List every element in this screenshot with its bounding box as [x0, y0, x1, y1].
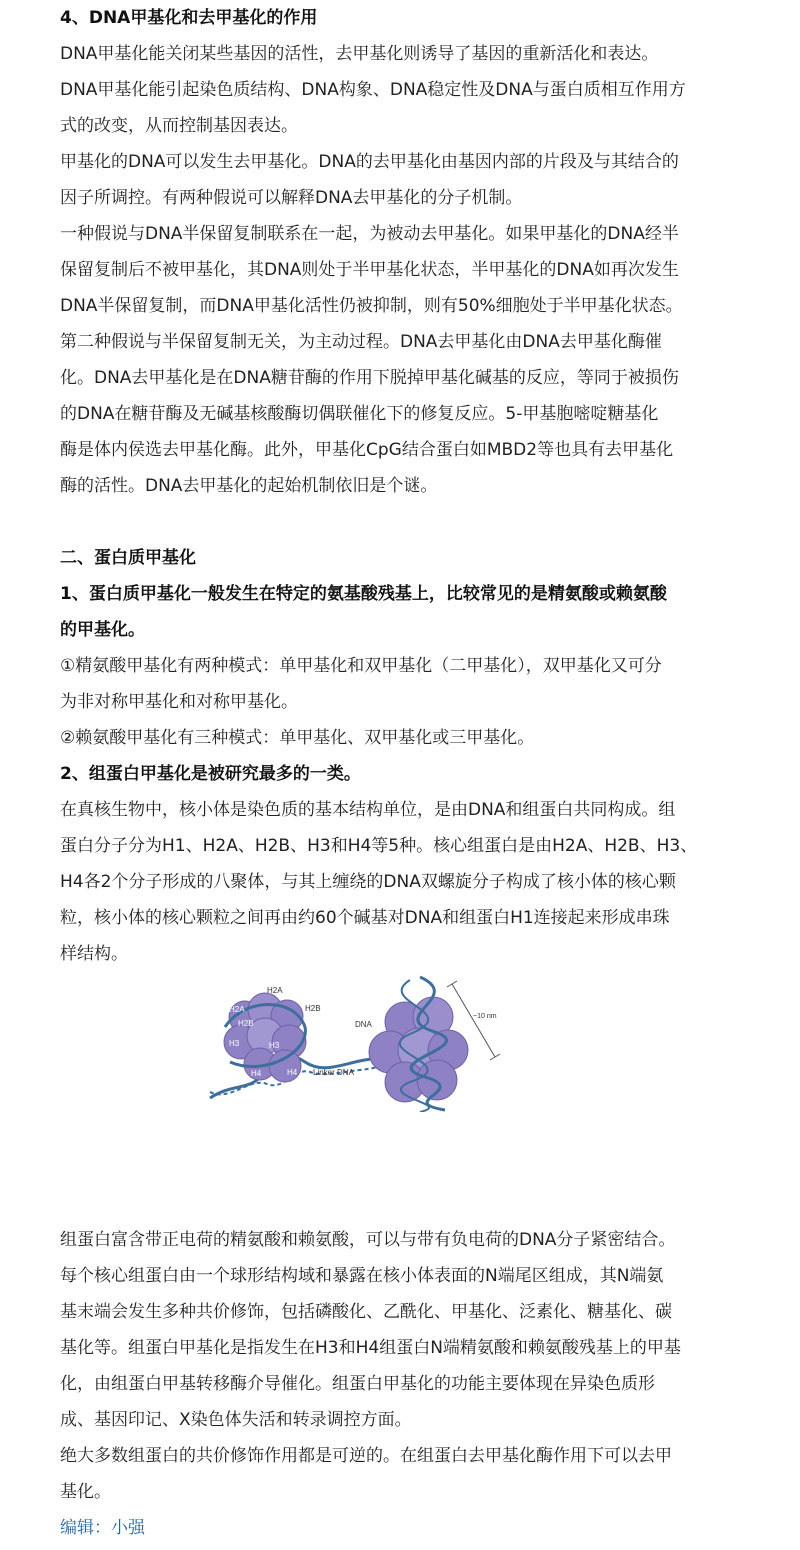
paragraph-line: ②赖氨酸甲基化有三种模式：单甲基化、双甲基化或三甲基化。: [60, 728, 535, 748]
label-linker-dna: Linker DNA: [313, 1068, 354, 1077]
paragraph-line: 成、基因印记、X染色体失活和转录调控方面。: [60, 1410, 412, 1430]
section-heading-dna-methylation-role: 4、DNA甲基化和去甲基化的作用: [60, 8, 318, 28]
paragraph-line: H4各2个分子形成的八聚体，与其上缠绕的DNA双螺旋分子构成了核小体的核心颗: [60, 872, 676, 892]
paragraph-line: 基化等。组蛋白甲基化是指发生在H3和H4组蛋白N端精氨酸和赖氨酸残基上的甲基: [60, 1338, 681, 1358]
paragraph-line: 一种假说与DNA半保留复制联系在一起，为被动去甲基化。如果甲基化的DNA经半: [60, 224, 679, 244]
paragraph-line: 保留复制后不被甲基化，其DNA则处于半甲基化状态，半甲基化的DNA如再次发生: [60, 260, 679, 280]
paragraph-line: 为非对称甲基化和对称甲基化。: [60, 692, 298, 712]
paragraph-line: 每个核心组蛋白由一个球形结构域和暴露在核小体表面的N端尾区组成，其N端氨: [60, 1266, 664, 1286]
editor-credit-link[interactable]: 编辑：小强: [60, 1518, 145, 1538]
paragraph-line: 粒，核小体的核心颗粒之间再由约60个碱基对DNA和组蛋白H1连接起来形成串珠: [60, 908, 670, 928]
paragraph-line: 式的改变，从而控制基因表达。: [60, 116, 298, 136]
paragraph-line: 第二种假说与半保留复制无关，为主动过程。DNA去甲基化由DNA去甲基化酶催: [60, 332, 662, 352]
paragraph-line: DNA半保留复制，而DNA甲基化活性仍被抑制，则有50%细胞处于半甲基化状态。: [60, 296, 683, 316]
label-h2b-right: H2B: [305, 1004, 321, 1013]
paragraph-line: 基化。: [60, 1482, 111, 1502]
paragraph-line: 蛋白分子分为H1、H2A、H2B、H3和H4等5种。核心组蛋白是由H2A、H2B、H3、: [60, 836, 698, 856]
label-h2a: H2A: [229, 1005, 245, 1014]
paragraph-line: 样结构。: [60, 944, 128, 964]
label-h2b: H2B: [238, 1019, 254, 1028]
paragraph-line: 绝大多数组蛋白的共价修饰作用都是可逆的。在组蛋白去甲基化酶作用下可以去甲: [60, 1446, 672, 1466]
paragraph-line: 酶是体内侯选去甲基化酶。此外，甲基化CpG结合蛋白如MBD2等也具有去甲基化: [60, 440, 674, 460]
paragraph-line: 酶的活性。DNA去甲基化的起始机制依旧是个谜。: [60, 476, 438, 496]
paragraph-line: DNA甲基化能关闭某些基因的活性，去甲基化则诱导了基因的重新活化和表达。: [60, 44, 659, 64]
paragraph-line: 化，由组蛋白甲基转移酶介导催化。组蛋白甲基化的功能主要体现在异染色质形: [60, 1374, 655, 1394]
paragraph-line: 化。DNA去甲基化是在DNA糖苷酶的作用下脱掉甲基化碱基的反应，等同于被损伤: [60, 368, 679, 388]
paragraph-line: 因子所调控。有两种假说可以解释DNA去甲基化的分子机制。: [60, 188, 523, 208]
paragraph-line: 甲基化的DNA可以发生去甲基化。DNA的去甲基化由基因内部的片段及与其结合的: [60, 152, 679, 172]
label-h3: H3: [229, 1039, 240, 1048]
paragraph-line: DNA甲基化能引起染色质结构、DNA构象、DNA稳定性及DNA与蛋白质相互作用方: [60, 80, 686, 100]
paragraph-line: ①精氨酸甲基化有两种模式：单甲基化和双甲基化（二甲基化），双甲基化又可分: [60, 656, 662, 676]
paragraph-line: 组蛋白富含带正电荷的精氨酸和赖氨酸，可以与带有负电荷的DNA分子紧密结合。: [60, 1230, 676, 1250]
section4-body: [60, 36, 720, 504]
paragraph-line: 基末端会发生多种共价修饰，包括磷酸化、乙酰化、甲基化、泛素化、糖基化、碳: [60, 1302, 672, 1322]
paragraph-line: 在真核生物中，核小体是染色质的基本结构单位，是由DNA和组蛋白共同构成。组: [60, 800, 676, 820]
subheading-line: 的甲基化。: [60, 620, 145, 640]
nucleosome-diagram: [205, 972, 505, 1112]
subheading-line: 1、蛋白质甲基化一般发生在特定的氨基酸残基上，比较常见的是精氨酸或赖氨酸: [60, 584, 667, 604]
section-heading-protein-methylation: 二、蛋白质甲基化: [60, 548, 196, 568]
histone-octamer-right: [369, 997, 468, 1102]
label-scale: ~10 nm: [473, 1013, 497, 1020]
label-h4-right: H4: [287, 1068, 298, 1077]
paragraph-line: 的DNA在糖苷酶及无碱基核酸酶切偶联催化下的修复反应。5-甲基胞嘧啶糖基化: [60, 404, 659, 424]
closing-body: [60, 1222, 720, 1510]
label-h2a-top: H2A: [267, 986, 283, 995]
label-h4: H4: [251, 1069, 262, 1078]
subheading-histone-methylation: 2、组蛋白甲基化是被研究最多的一类。: [60, 764, 361, 784]
label-dna: DNA: [355, 1020, 372, 1029]
label-h3-mid: H3: [269, 1041, 280, 1050]
article: [60, 0, 720, 1546]
nucleosome-figure: [60, 972, 740, 1222]
spacer: [60, 504, 720, 540]
